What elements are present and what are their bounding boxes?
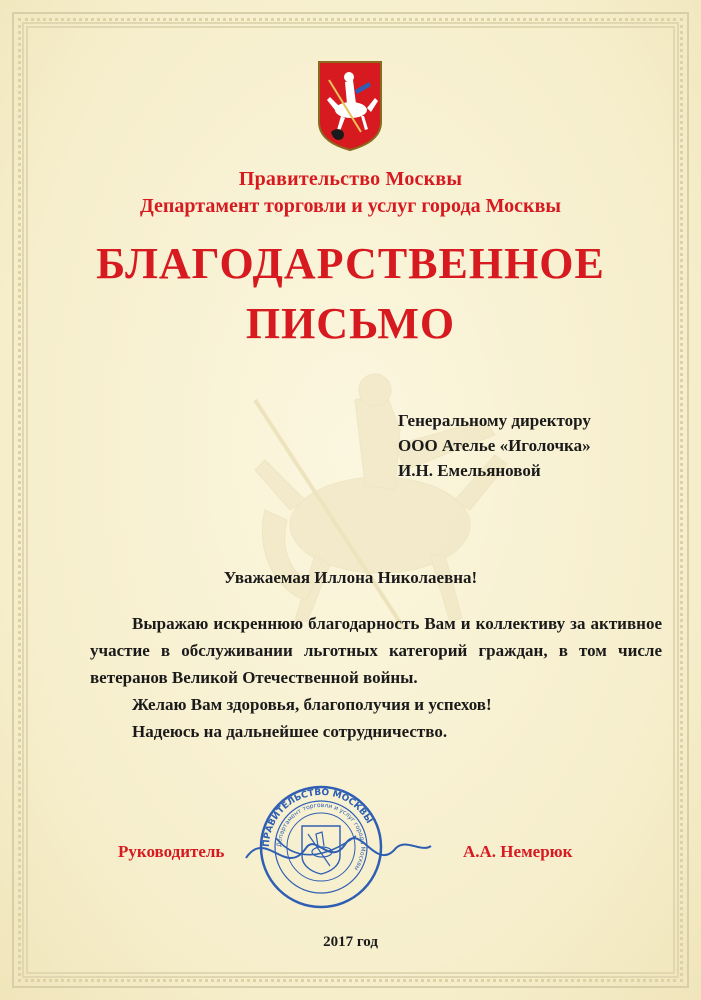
stamp-inner-text-path: Департамент торговли и услуг города Москвы	[275, 801, 367, 872]
letter-title-line-2: ПИСЬМО	[245, 299, 456, 348]
moscow-coat-of-arms-icon	[317, 60, 383, 152]
stamp-outer-text-path: ПРАВИТЕЛЬСТВО МОСКВЫ	[261, 787, 374, 848]
signatory-name: А.А. Немерюк	[463, 842, 573, 861]
letter-body	[90, 610, 662, 745]
addressee-name: И.Н. Емельяновой	[398, 461, 541, 480]
st-george-watermark	[195, 360, 525, 650]
body-paragraph-gratitude: Выражаю искреннюю благодарность Вам и коллективу за активное участие в обслуживании льготных категорий граждан, в том числе ветеранов Великой Отечественной войны.	[90, 614, 662, 687]
handwritten-signature	[236, 818, 436, 888]
body-paragraph-cooperation: Надеюсь на дальнейшее сотрудничество.	[132, 722, 448, 741]
greeting: Уважаемая Иллона Николаевна!	[223, 568, 478, 587]
addressee-position: Генеральному директору	[398, 411, 591, 430]
addressee-block	[398, 408, 658, 483]
signatory-role: Руководитель	[118, 842, 225, 861]
department-name: Департамент торговли и услуг города Москвы	[140, 195, 561, 217]
letter-title-line-1: БЛАГОДАРСТВЕННОЕ	[96, 239, 605, 288]
government-name: Правительство Москвы	[238, 168, 463, 190]
body-paragraph-wishes: Желаю Вам здоровья, благополучия и успехов!	[132, 695, 492, 714]
letter-year: 2017 год	[323, 934, 378, 950]
addressee-company: ООО Ателье «Иголочка»	[398, 436, 591, 455]
